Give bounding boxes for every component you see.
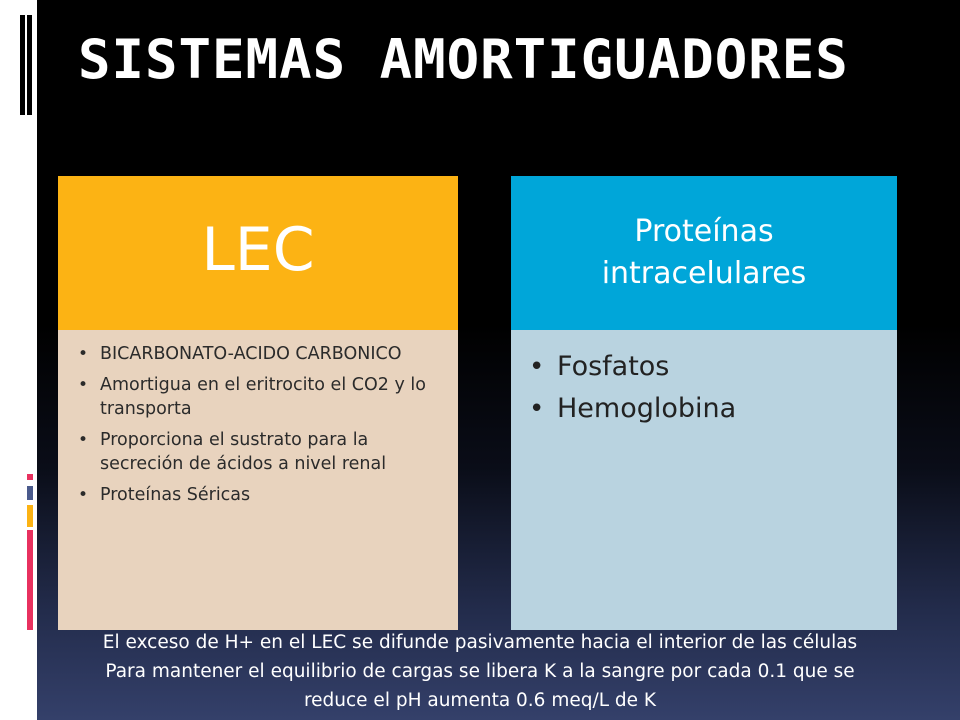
list-item-text: Proporciona el sustrato para la secreción de ácidos a nivel renal <box>100 430 387 474</box>
bullet-icon: • <box>529 394 545 424</box>
footer-note <box>0 628 960 715</box>
proteins-card-header <box>511 176 897 330</box>
list-item <box>78 342 444 366</box>
proteins-card <box>511 176 897 630</box>
proteins-card-body <box>511 330 897 630</box>
bullet-icon: • <box>78 375 89 395</box>
footer-line-3: reduce el pH aumenta 0.6 meq/L de K <box>303 690 657 711</box>
lec-bullet-list <box>78 342 444 507</box>
proteins-heading: Proteínas intracelulares <box>601 214 807 291</box>
list-item-text: Proteínas Séricas <box>100 485 251 505</box>
lec-card <box>58 176 458 630</box>
bullet-icon: • <box>529 352 545 382</box>
decor-bar-3 <box>27 474 33 480</box>
lec-heading: LEC <box>201 215 315 285</box>
proteins-bullet-list <box>529 348 881 428</box>
decor-bar-6 <box>27 530 33 630</box>
list-item <box>78 373 444 421</box>
list-item-text: Amortigua en el eritrocito el CO2 y lo transporta <box>100 375 426 419</box>
list-item <box>78 483 444 507</box>
list-item <box>529 348 881 386</box>
decor-bar-5 <box>27 505 33 527</box>
footer-line-2: Para mantener el equilibrio de cargas se libera K a la sangre por cada 0.1 que se <box>105 661 855 682</box>
decor-bar-4 <box>27 486 33 500</box>
bullet-icon: • <box>78 344 89 364</box>
lec-card-header <box>58 176 458 330</box>
decor-bar-2 <box>27 15 32 115</box>
list-item <box>78 428 444 476</box>
slide-title: SISTEMAS AMORTIGUADORES <box>78 28 849 91</box>
list-item-text: Hemoglobina <box>557 393 737 424</box>
decor-bar-1 <box>20 15 25 115</box>
bullet-icon: • <box>78 430 89 450</box>
list-item-text: Fosfatos <box>557 351 670 382</box>
list-item <box>529 390 881 428</box>
lec-card-body <box>58 330 458 630</box>
bullet-icon: • <box>78 485 89 505</box>
footer-line-1: El exceso de H+ en el LEC se difunde pasivamente hacia el interior de las células <box>102 632 858 653</box>
list-item-text: BICARBONATO-ACIDO CARBONICO <box>100 344 402 364</box>
